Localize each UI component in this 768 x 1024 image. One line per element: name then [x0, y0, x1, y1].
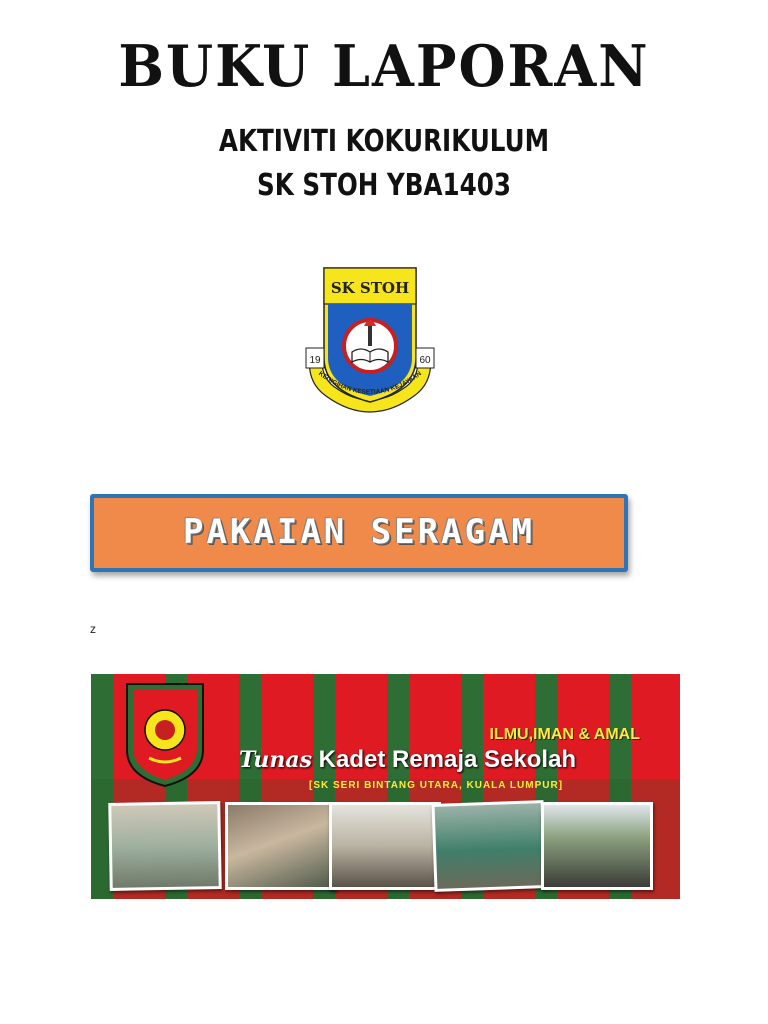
subtitle-school: SK STOH YBA1403	[257, 168, 511, 203]
activity-photo	[541, 802, 653, 890]
crest-motto: KEGIGIHAN KESETIAAN KEJAYAAN	[317, 370, 423, 397]
section-banner-label: PAKAIAN SERAGAM	[182, 512, 536, 552]
crest-school-name: SK STOH	[330, 279, 410, 297]
kadet-emblem-icon	[119, 680, 211, 790]
section-banner	[90, 494, 628, 572]
stray-mark: z	[90, 622, 96, 636]
activity-photo	[108, 801, 222, 891]
activity-photo	[329, 802, 441, 890]
subtitle-activity: AKTIVITI KOKURIKULUM	[218, 124, 550, 159]
school-crest-logo	[300, 262, 440, 420]
activity-photo	[225, 802, 337, 890]
crest-year-left: 19	[309, 355, 321, 366]
kadet-banner-image	[91, 674, 680, 899]
kadet-name-text: Kadet Remaja Sekolah	[318, 746, 577, 773]
kadet-name	[239, 746, 576, 774]
activity-photo	[431, 800, 546, 892]
kadet-tunas: Tunas	[239, 747, 312, 773]
kadet-subline: [SK SERI BINTANG UTARA, KUALA LUMPUR]	[309, 780, 564, 791]
kadet-motto: ILMU,IMAN & AMAL	[489, 726, 640, 743]
crest-year-right: 60	[419, 355, 431, 366]
report-title: BUKU LAPORAN	[118, 32, 650, 100]
